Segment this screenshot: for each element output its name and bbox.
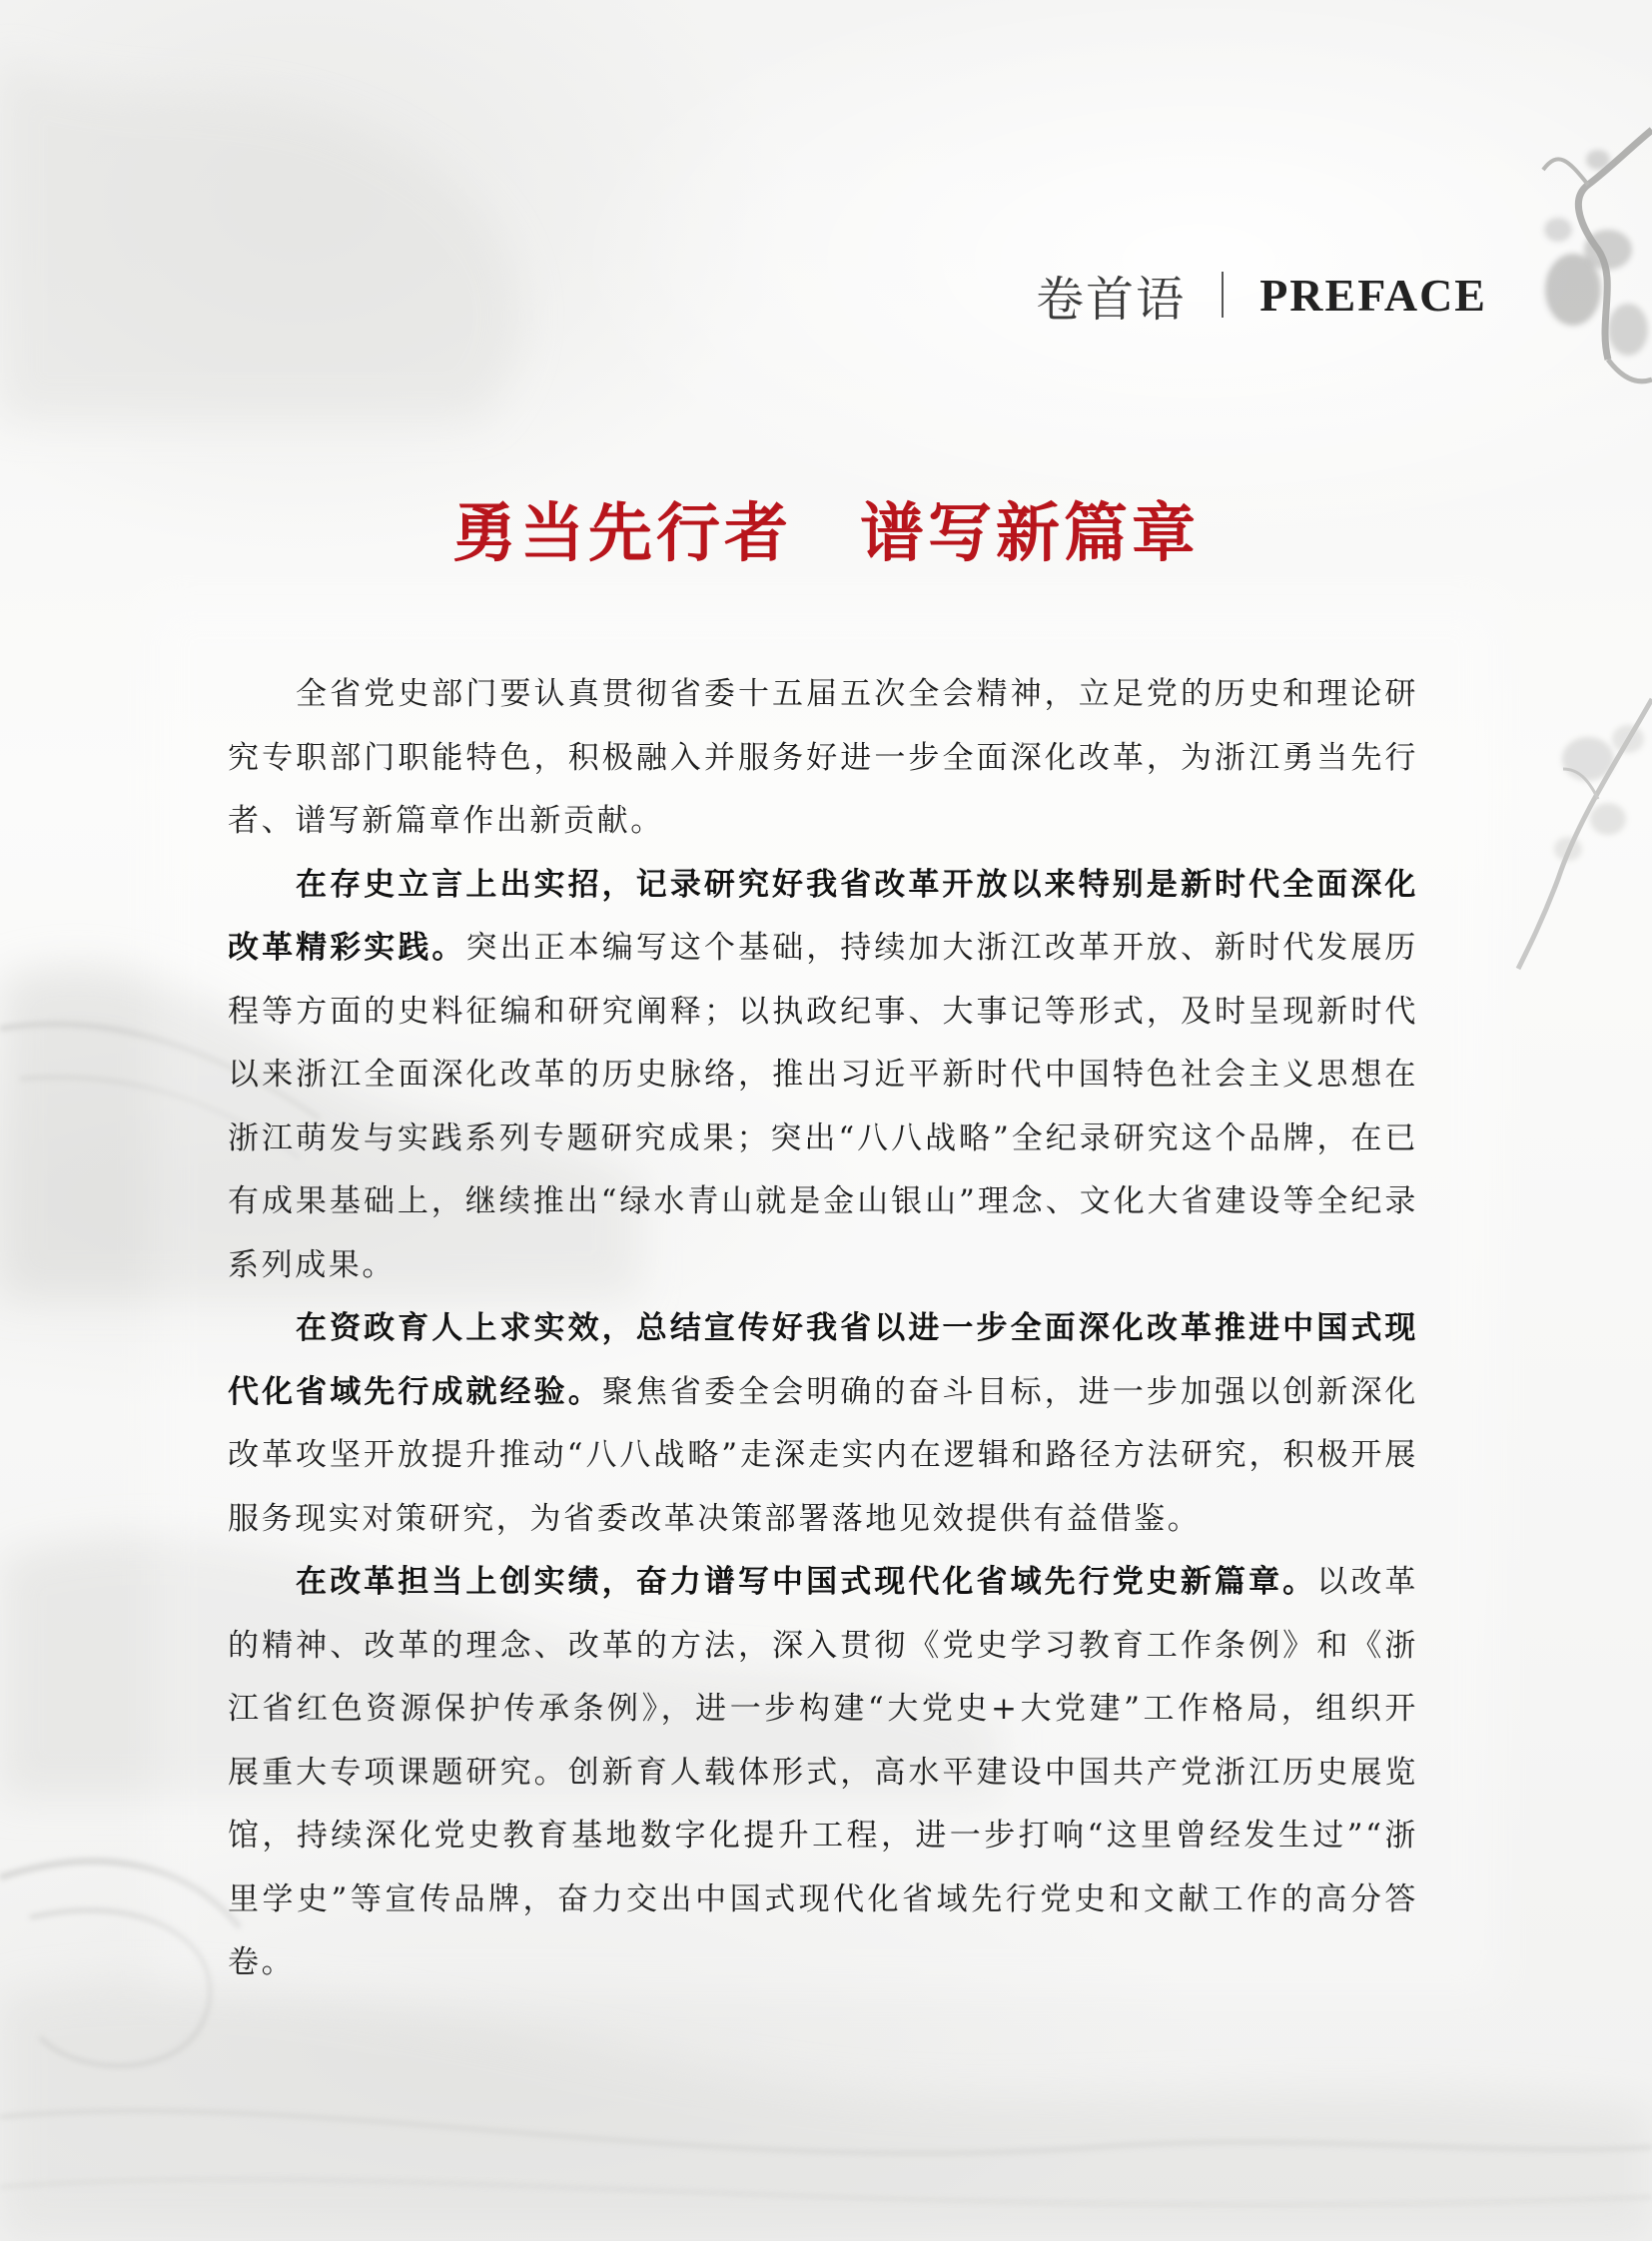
paragraph-1 [228, 663, 1418, 854]
paragraph-lead: 在改革担当上创实绩，奋力谱写中国式现代化省域先行党史新篇章。 [296, 1564, 1317, 1600]
paragraph-lead: 在资政育人上求实效，总结宣传好我省以进一步全面深化改革推进中国式现代化省域先行成就经验。 [228, 1310, 1418, 1410]
section-label-zh: 卷首语 [1036, 271, 1187, 328]
paragraph-text: 聚焦省委全会明确的奋斗目标，进一步加强以创新深化改革攻坚开放提升推动“八八战略”走深走实内在逻辑和路径方法研究，积极开展服务现实对策研究，为省委改革决策部署落地见效提供有益借鉴。 [228, 1373, 1418, 1537]
paragraph-2 [228, 854, 1418, 1298]
paragraph-lead: 在存史立言上出实招，记录研究好我省改革开放以来特别是新时代全面深化改革精彩实践。 [228, 866, 1418, 966]
paragraph-3 [228, 1297, 1418, 1551]
paragraph-text: 以改革的精神、改革的理念、改革的方法，深入贯彻《党史学习教育工作条例》和《浙江省红色资源保护传承条例》，进一步构建“大党史+大党建”工作格局，组织开展重大专项课题研究。创新育人载体形式，高水平建设中国共产党浙江历史展览馆，持续深化党史教育基地数字化提升工程，进一步打响“这里曾经发生过”“浙里学史”等宣传品牌，奋力交出中国式现代化省域先行党史和文献工作的高分答卷。 [228, 1564, 1418, 1980]
page-title: 勇当先行者 谱写新篇章 [452, 496, 1200, 571]
section-label-en: PREFACE [1259, 269, 1487, 321]
plum-branch-middle [1518, 699, 1652, 969]
section-header [1036, 262, 1487, 328]
plum-branch-top [1543, 130, 1652, 381]
paragraph-4 [228, 1551, 1418, 1995]
header-divider [1222, 272, 1224, 318]
article-body [228, 663, 1418, 1995]
paragraph-text: 突出正本编写这个基础，持续加大浙江改革开放、新时代发展历程等方面的史料征编和研究阐释；以执政纪事、大事记等形式，及时呈现新时代以来浙江全面深化改革的历史脉络，推出习近平新时代中国特色社会主义思想在浙江萌发与实践系列专题研究成果；突出“八八战略”全纪录研究这个品牌，在已有成果基础上，继续推出“绿水青山就是金山银山”理念、文化大省建设等全纪录系列成果。 [228, 930, 1419, 1283]
paragraph-text: 全省党史部门要认真贯彻省委十五届五次全会精神，立足党的历史和理论研究专职部门职能特色，积极融入并服务好进一步全面深化改革，为浙江勇当先行者、谱写新篇章作出新贡献。 [228, 676, 1418, 839]
